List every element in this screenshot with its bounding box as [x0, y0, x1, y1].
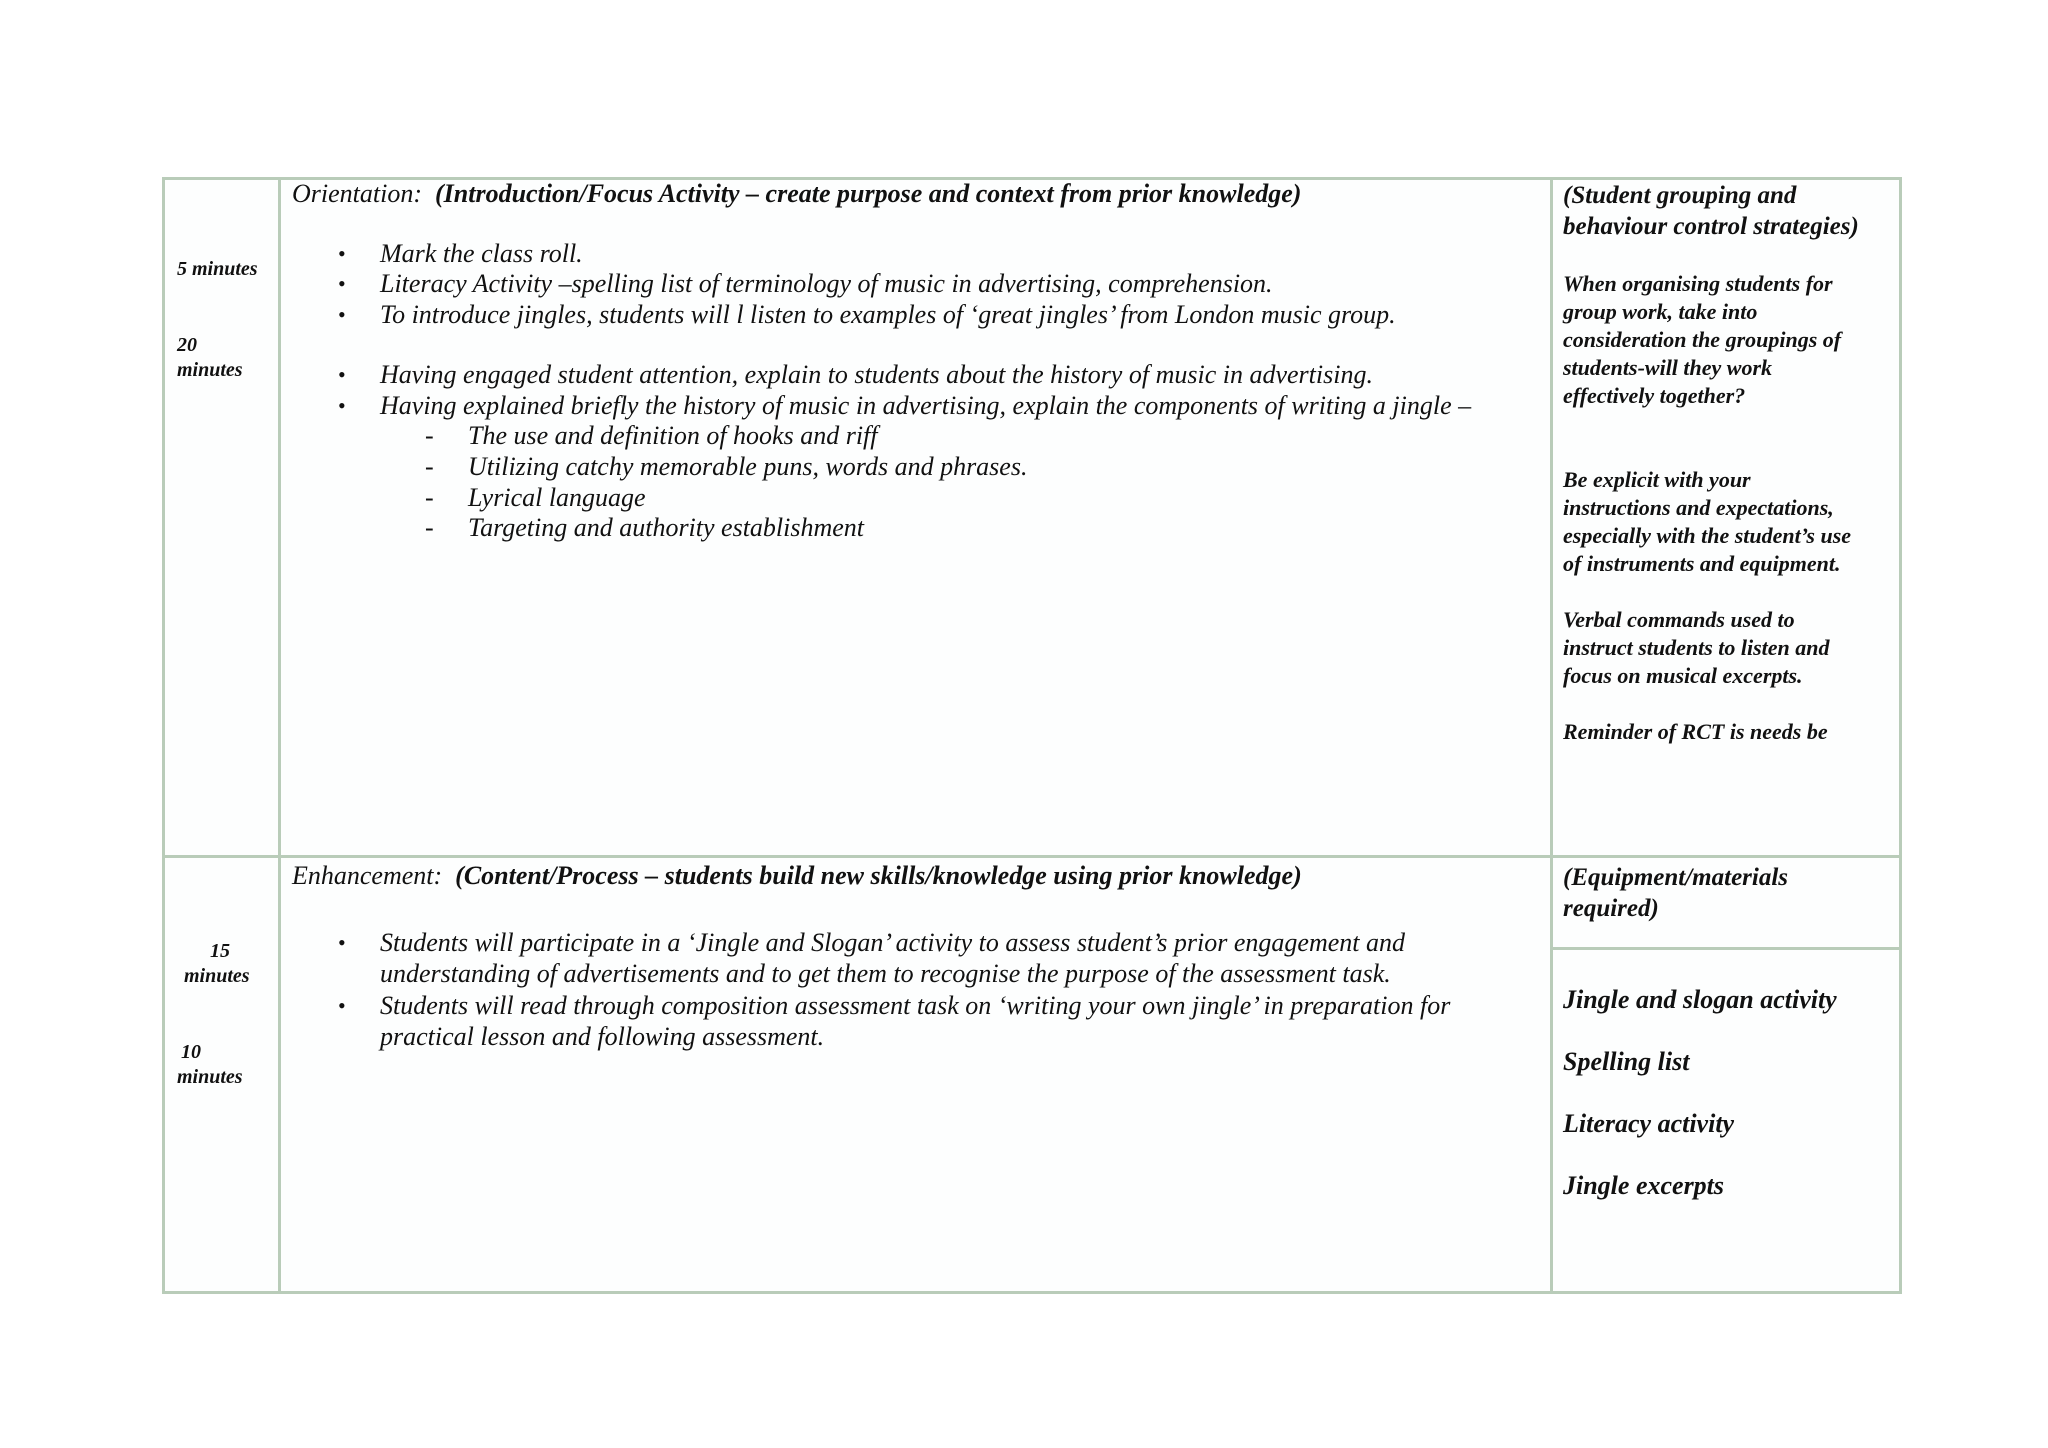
side-note-line: focus on musical excerpts. [1563, 663, 1803, 688]
material-item: Spelling list [1563, 1047, 1690, 1076]
side-note-line: When organising students for [1563, 271, 1833, 296]
table-border-side-divider [1550, 947, 1902, 950]
side-note-line: especially with the student’s use [1563, 523, 1852, 548]
material-item: Jingle excerpts [1563, 1171, 1725, 1200]
table-border-left [162, 177, 165, 1294]
sub-list-item: - The use and definition of hooks and riff [468, 421, 878, 452]
list-item: • To introduce jingles, students will l listen to examples of ‘great jingles’ from London music group. [380, 300, 1396, 331]
heading-label: Orientation: [292, 179, 422, 208]
time-label: 20 [177, 334, 197, 356]
side-heading: (Equipment/materials [1563, 864, 1789, 891]
side-heading: required) [1563, 895, 1659, 922]
side-note-line: group work, take into [1563, 299, 1758, 324]
table-border-bottom [162, 1291, 1902, 1294]
list-item-continuation: understanding of advertisements and to get them to recognise the purpose of the assessment task. [380, 959, 1391, 988]
list-item: • Mark the class roll. [380, 239, 583, 270]
side-note-line: Reminder of RCT is needs be [1563, 719, 1828, 744]
list-item: • Having explained briefly the history of music in advertising, explain the components of writing a jingle – [380, 391, 1471, 422]
sub-list-item: - Lyrical language [468, 483, 646, 514]
side-note-line: instructions and expectations, [1563, 495, 1834, 520]
material-item: Literacy activity [1563, 1109, 1735, 1138]
table-border-right [1899, 177, 1902, 1294]
heading-label: Enhancement: [292, 861, 443, 890]
side-heading: (Student grouping and [1563, 182, 1797, 209]
list-item: • Students will participate in a ‘Jingle and Slogan’ activity to assess student’s prior engagement and [380, 928, 1405, 959]
table-border-side-col [1550, 177, 1553, 1294]
material-item: Jingle and slogan activity [1563, 985, 1837, 1014]
side-note-line: consideration the groupings of [1563, 327, 1842, 352]
heading-description: (Content/Process – students build new skills/knowledge using prior knowledge) [455, 861, 1302, 890]
list-item: • Having engaged student attention, explain to students about the history of music in advertising. [380, 360, 1373, 391]
time-label: minutes [177, 1066, 243, 1088]
side-note-line: instruct students to listen and [1563, 635, 1830, 660]
heading-description: (Introduction/Focus Activity – create purpose and context from prior knowledge) [435, 179, 1302, 208]
section-heading-orientation [292, 179, 1301, 210]
table-border-time-col [278, 177, 281, 1294]
sub-list-item: - Targeting and authority establishment [468, 513, 864, 544]
list-item: • Students will read through composition assessment task on ‘writing your own jingle’ in preparation for [380, 991, 1450, 1022]
section-heading-enhancement [292, 861, 1302, 892]
side-heading: behaviour control strategies) [1563, 213, 1859, 240]
side-note-line: of instruments and equipment. [1563, 551, 1841, 576]
time-label: 5 minutes [177, 258, 258, 280]
side-note-line: effectively together? [1563, 383, 1746, 408]
time-label: 10 [181, 1041, 201, 1063]
list-item: • Literacy Activity –spelling list of terminology of music in advertising, comprehension. [380, 269, 1273, 300]
time-label: minutes [177, 359, 243, 381]
sub-list-item: - Utilizing catchy memorable puns, words and phrases. [468, 452, 1027, 483]
list-item-continuation: practical lesson and following assessment. [380, 1022, 825, 1051]
side-note-line: Be explicit with your [1563, 467, 1751, 492]
side-note-line: Verbal commands used to [1563, 607, 1795, 632]
side-note-line: students-will they work [1563, 355, 1773, 380]
time-label: minutes [184, 965, 250, 987]
time-label: 15 [210, 940, 230, 962]
table-border-row-divider [162, 855, 1902, 858]
